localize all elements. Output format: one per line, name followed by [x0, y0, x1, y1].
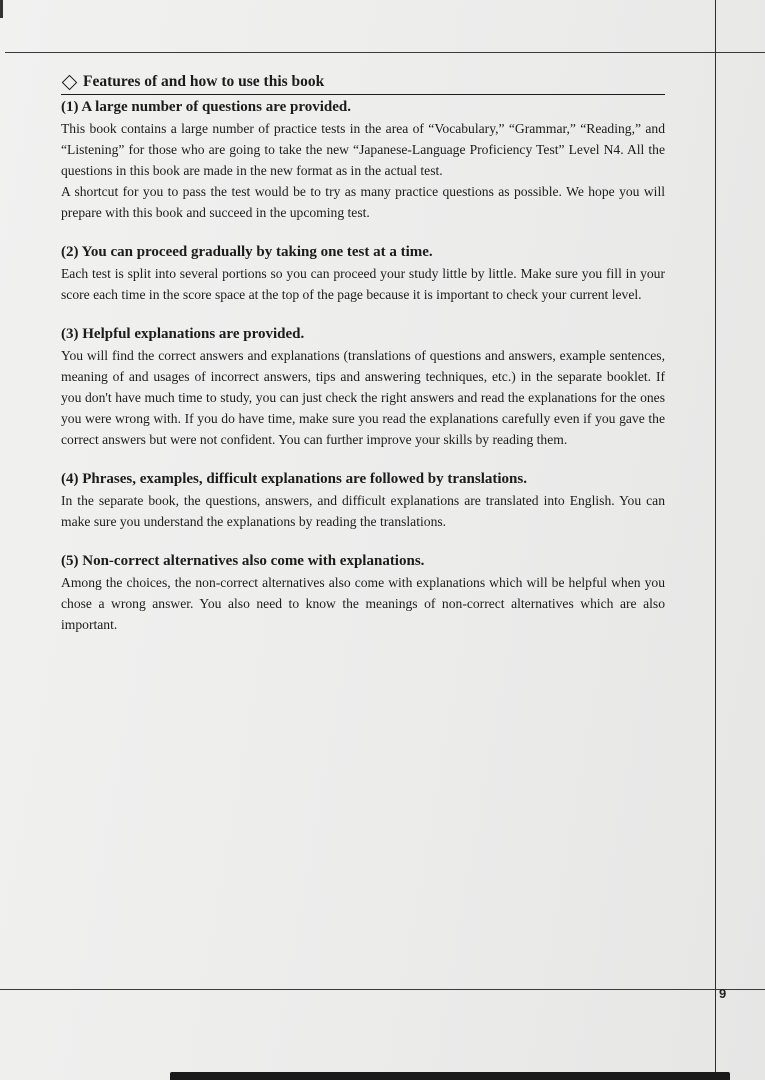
section-paragraph: This book contains a large number of practice tests in the area of “Vocabulary,” “Grammar,” “Reading,” and “Listening” for those who are going to take the new “Japanese-Language Proficiency Test” Level N4. All the questions in this book are made in the new format as in the actual test.: [61, 121, 665, 178]
section-title: (2) You can proceed gradually by taking one test at a time.: [61, 244, 433, 260]
section-paragraph: A shortcut for you to pass the test would be to try as many practice questions as possible. We hope you will prepare with this book and succeed in the upcoming test.: [61, 184, 665, 220]
section-paragraph: Among the choices, the non-correct alternatives also come with explanations which will be helpful when you chose a wrong answer. You also need to know the meanings of non-correct alternatives which are also important.: [61, 575, 665, 632]
section-5: [61, 551, 665, 635]
page-heading-row: [61, 72, 665, 95]
section-2: [61, 242, 665, 305]
section-4: [61, 469, 665, 532]
section-1: [61, 97, 665, 223]
section-paragraph: Each test is split into several portions so you can proceed your study little by little. Make sure you fill in your score each time in the score space at the top of the page because it is important to check your current level.: [61, 266, 665, 302]
diamond-icon: [62, 74, 78, 90]
section-title: (1) A large number of questions are provided.: [61, 99, 352, 115]
page-number: 9: [719, 986, 727, 1001]
binding-shadow: [170, 1072, 730, 1080]
page-content: [61, 72, 665, 654]
section-3: [61, 324, 665, 450]
section-paragraph: In the separate book, the questions, answers, and difficult explanations are translated into English. You can make sure you understand the explanations by reading the translations.: [61, 493, 665, 529]
edge-mark: [0, 0, 3, 18]
bottom-rule: [0, 989, 765, 990]
top-rule: [5, 52, 765, 53]
section-title: (3) Helpful explanations are provided.: [61, 326, 305, 342]
section-title: (5) Non-correct alternatives also come with explanations.: [61, 553, 425, 569]
page-title: Features of and how to use this book: [83, 73, 325, 90]
section-paragraph: You will find the correct answers and explanations (translations of questions and answers, example sentences, meaning of and usages of incorrect answers, tips and answering techniques, etc.) in the separate booklet. If you don't have much time to study, you can just check the right answers and read the explanations for the ones you were wrong with. If you do have time, make sure you read the explanations carefully even if you gave the correct answers but were not confident. You can further improve your skills by reading them.: [61, 348, 665, 447]
section-title: (4) Phrases, examples, difficult explanations are followed by translations.: [61, 471, 527, 487]
right-margin-rule: [715, 0, 716, 1080]
